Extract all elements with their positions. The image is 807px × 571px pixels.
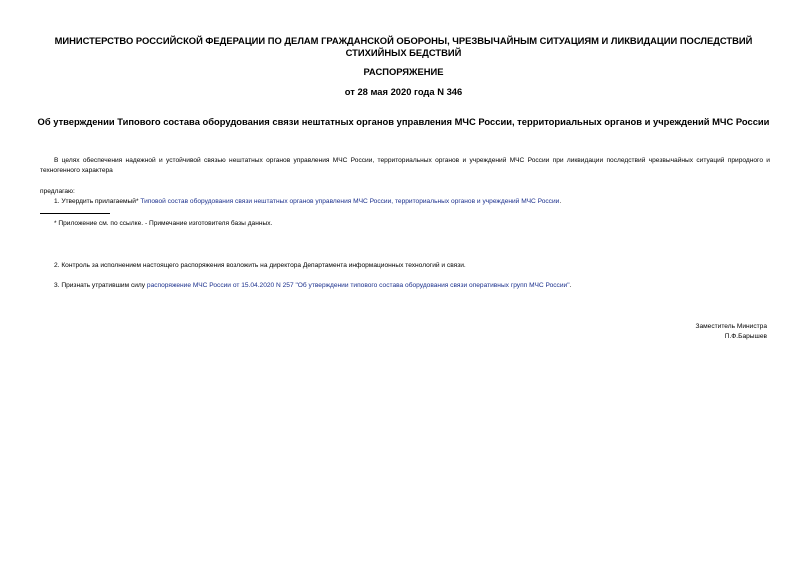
document-title: Об утверждении Типового состава оборудования связи нештатных органов управления МЧС России, территориальных органов и учреждений МЧС России [37,116,770,127]
signature-block [695,322,767,342]
footnote-divider [40,213,110,214]
signature-position: Заместитель Министра [695,323,767,330]
ministry-name: МИНИСТЕРСТВО РОССИЙСКОЙ ФЕДЕРАЦИИ ПО ДЕЛАМ ГРАЖДАНСКОЙ ОБОРОНЫ, ЧРЕЗВЫЧАЙНЫМ СИТУАЦИЯМ И ЛИКВИДАЦИИ ПОСЛЕДСТВИЙ СТИХИЙНЫХ БЕДСТВИЙ [54,35,753,58]
item-1-prefix: 1. Утвердить прилагаемый* [54,198,141,205]
item-2: 2. Контроль за исполнением настоящего распоряжения возложить на директора Департамента информационных технологий и связи. [54,262,466,269]
proposes-text: предлагаю: [40,188,75,195]
item-3-link[interactable]: распоряжение МЧС России от 15.04.2020 N 257 "Об утверждении типового состава оборудования связи оперативных групп МЧС России" [146,282,570,289]
item-3 [54,281,571,291]
document-date-number: от 28 мая 2020 года N 346 [344,86,463,97]
footnote: * Приложение см. по ссылке. - Примечание изготовителя базы данных. [54,220,273,227]
item-1-suffix: . [559,198,562,205]
document-type: РАСПОРЯЖЕНИЕ [363,66,444,77]
item-3-suffix: . [569,282,572,289]
intro-paragraph: В целях обеспечения надежной и устойчивой связью нештатных органов управления МЧС России, территориальных органов и учреждений МЧС России при ликвидации последствий чрезвычайных ситуаций природного и техногенного характера [40,157,770,174]
item-3-prefix: 3. Признать утратившим силу [54,282,147,289]
item-1-link[interactable]: Типовой состав оборудования связи нештатных органов управления МЧС России, территориальных органов и учреждений МЧС России [140,198,560,205]
signature-name: П.Ф.Барышев [724,333,767,340]
item-1 [54,197,561,207]
